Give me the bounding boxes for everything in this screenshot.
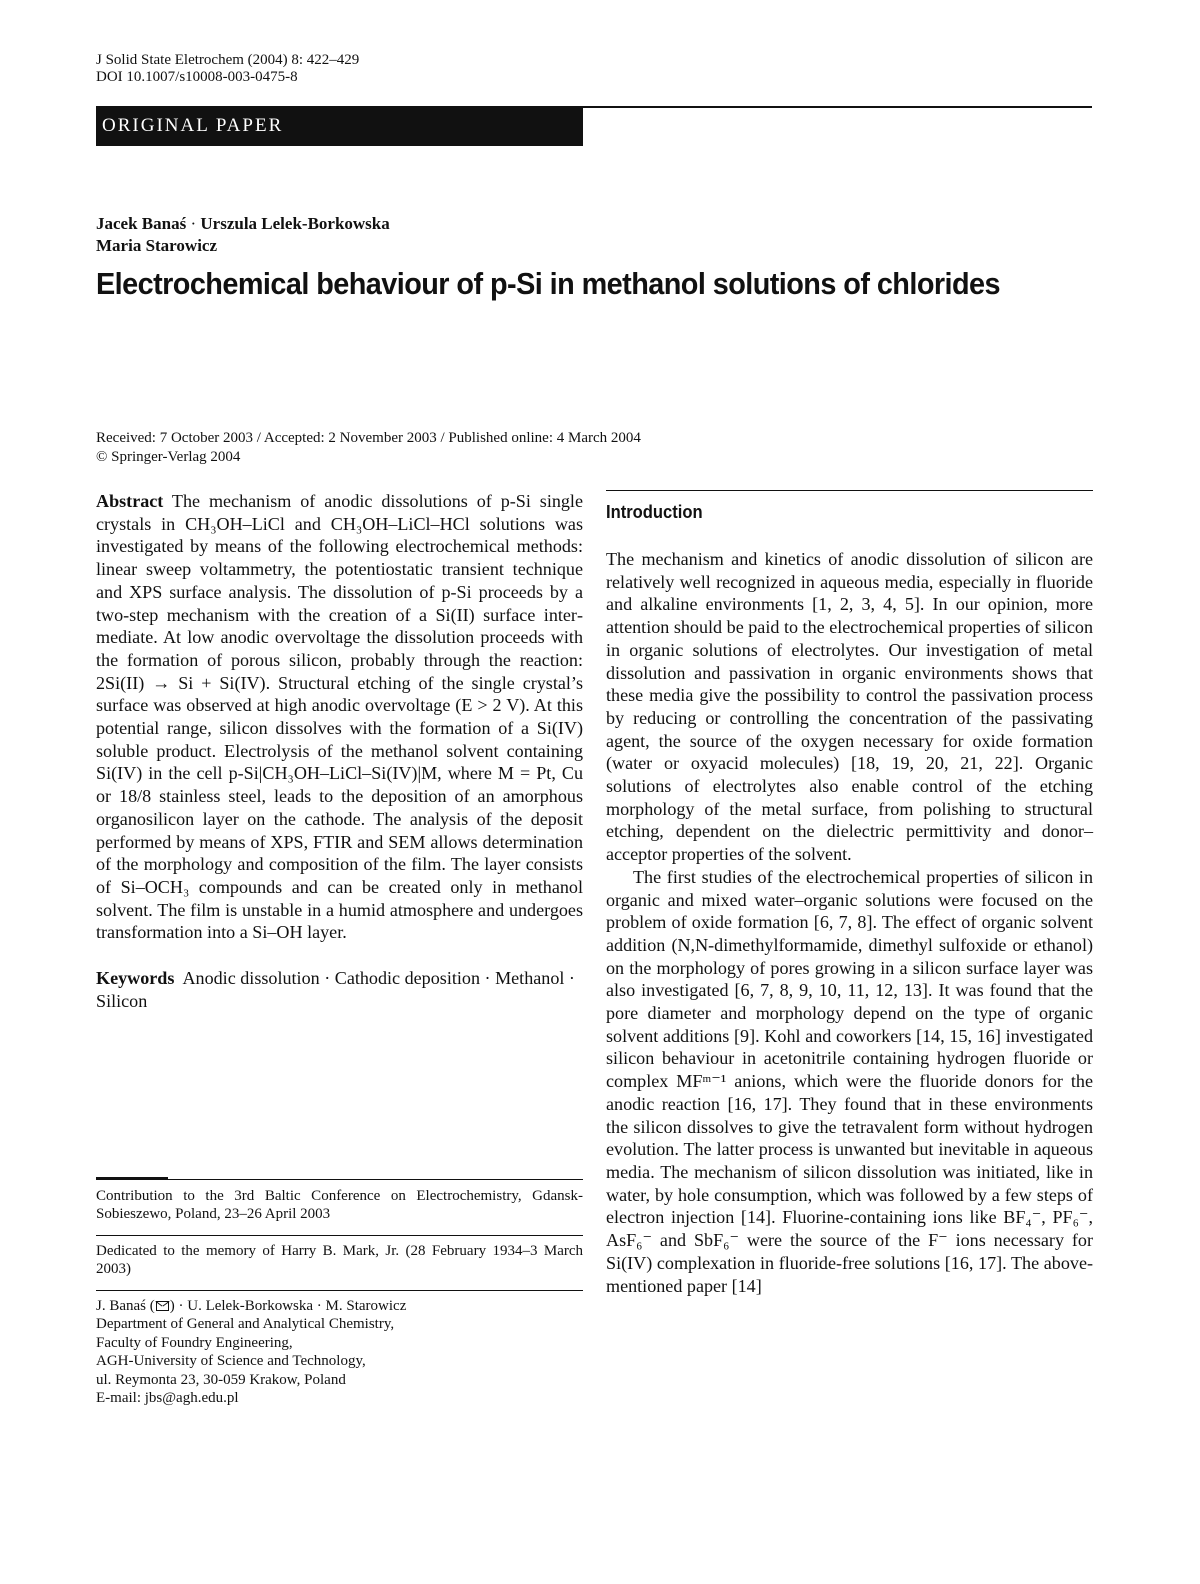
keywords [96, 967, 583, 1012]
address-line: ul. Reymonta 23, 30-059 Krakow, Poland [96, 1371, 346, 1388]
footnote-rule [96, 1290, 583, 1291]
journal-info [96, 52, 359, 86]
author-separator: · [190, 214, 197, 233]
abstract-label: Abstract [96, 491, 164, 511]
journal-doi: DOI 10.1007/s10008-003-0475-8 [96, 69, 298, 85]
footnote-rule [96, 1179, 583, 1180]
keywords-text: Anodic dissolution · Cathodic deposition · Methanol · Silicon [96, 968, 575, 1011]
journal-citation: J Solid State Eletrochem (2004) 8: 422–429 [96, 52, 360, 68]
left-column [96, 490, 583, 1012]
address-line: Department of General and Analytical Chemistry, [96, 1316, 395, 1333]
address-email: E-mail: jbs@agh.edu.pl [96, 1390, 239, 1407]
author-name: Jacek Banaś [96, 214, 187, 233]
introduction-paragraph-1: The mechanism and kinetics of anodic dissolution of silicon are relatively well recognized in aqueous media, especially in fluoride and alkaline environments [1, 2, 3, 4, 5]. In our opinion, more attention should be paid to the electrochemical properties of silicon in organic solutions of electrolytes. Our investigation of metal dissolution and passivation in organic environments shows that these media give the possibility to control the passivation process by reducing or controlling the concentration of the passivating agent, the source of the oxygen necessary for oxide formation (water or oxyacid molecules) [18, 19, 20, 21, 22]. Organic solutions of electrolytes also enable control of the etching morphology of the metal surface, from polishing to structural etching, dependent on the dielectric permittivity and donor–acceptor properties of the solvent. [606, 549, 1093, 865]
footnote-rule [96, 1235, 583, 1236]
paper-title: Electrochemical behaviour of p-Si in methanol solutions of chlorides [96, 266, 1000, 301]
copyright-line: © Springer-Verlag 2004 [96, 449, 241, 465]
abstract [96, 490, 583, 944]
history-line: Received: 7 October 2003 / Accepted: 2 November 2003 / Published online: 4 March 2004 [96, 430, 641, 446]
author-name: Urszula Lelek-Borkowska [200, 214, 390, 233]
author-name: Maria Starowicz [96, 236, 218, 255]
footnote-contribution: Contribution to the 3rd Baltic Conference on Electrochemistry, Gdansk-Sobieszewo, Poland, 23–26 April 2003 [96, 1188, 583, 1223]
introduction-body [606, 548, 1093, 1297]
address-line: AGH-University of Science and Technology, [96, 1353, 366, 1370]
author-address [96, 1297, 583, 1407]
introduction-rule [606, 490, 1093, 491]
address-authors-rest: ) · U. Lelek-Borkowska · M. Starowicz [169, 1298, 407, 1314]
address-authors: J. Banaś ( [96, 1298, 155, 1314]
authors [96, 213, 390, 257]
abstract-text: The mechanism of anodic dissolutions of p-Si single crystals in CH₃OH–LiCl and CH₃OH–LiCl–HCl solutions was investigated by means of the following electrochemical methods: linear sweep voltammetry, the potentiostatic transient technique and XPS surface analysis. The dissolution of p-Si proceeds by a two-step mechanism with the creation of a Si(II) surface intermediate. At low anodic overvoltage the dissolution proceeds with the formation of porous silicon, probably through the reaction: 2Si(II) → Si + Si(IV). Structural etching of the single crystal’s surface was observed at high anodic overvoltage (E > 2 V). At this potential range, silicon dissolves with the formation of a Si(IV) soluble product. Electrolysis of the methanol solvent containing Si(IV) in the cell p-Si|CH₃OH–LiCl–Si(IV)|M, where M = Pt, Cu or 18/8 stainless steel, leads to the deposition of an amorphous organosilicon layer on the cathode. The analysis of the deposit performed by means of XPS, FTIR and SEM allows determination of the morphology and composition of the film. The layer consists of Si–OCH₃ compounds and can be created only in methanol solvent. The film is unstable in a humid atmosphere and undergoes transformation into a Si–OH layer. [96, 491, 583, 943]
introduction-paragraph-2: The first studies of the electrochemical properties of silicon in organic and mixed water–organic solutions were focused on the problem of oxide formation [6, 7, 8]. The effect of organic solvent addition (N,N-dimethylformamide, dimethyl sulfoxide or ethanol) on the morphology of pores growing in a silicon surface layer was also investigated [6, 7, 8, 9, 10, 11, 12, 13]. It was found that the pore diameter and morphology depend on the type of organic solvent additions [9]. Kohl and coworkers [14, 15, 16] investigated silicon behaviour in acetonitrile containing hydrogen fluoride or complex MFᵐ⁻¹ anions, which were the fluoride donors for the anodic reaction [16, 17]. They found that in these environments the silicon dissolves to give the tetravalent form without hydrogen evolution. The latter process is unwanted but inevitable in aqueous media. The mechanism of silicon dissolution was initiated, like in water, by hole consumption, which was followed by a few steps of electron injection [14]. Fluorine-containing ions like BF₄⁻, PF₆⁻, AsF₆⁻ and SbF₆⁻ were the source of the F⁻ ions necessary for Si(IV) complexation in fluoride-free solutions [16, 17]. The above-mentioned paper [14] [606, 866, 1093, 1296]
footnote-dedication: Dedicated to the memory of Harry B. Mark, Jr. (28 February 1934–3 March 2003) [96, 1243, 583, 1278]
envelope-icon [156, 1301, 169, 1311]
publication-dates [96, 429, 641, 467]
article-type-banner: ORIGINAL PAPER [96, 106, 583, 146]
keywords-label: Keywords [96, 968, 175, 989]
address-line: Faculty of Foundry Engineering, [96, 1334, 293, 1351]
introduction-heading: Introduction [606, 502, 703, 522]
